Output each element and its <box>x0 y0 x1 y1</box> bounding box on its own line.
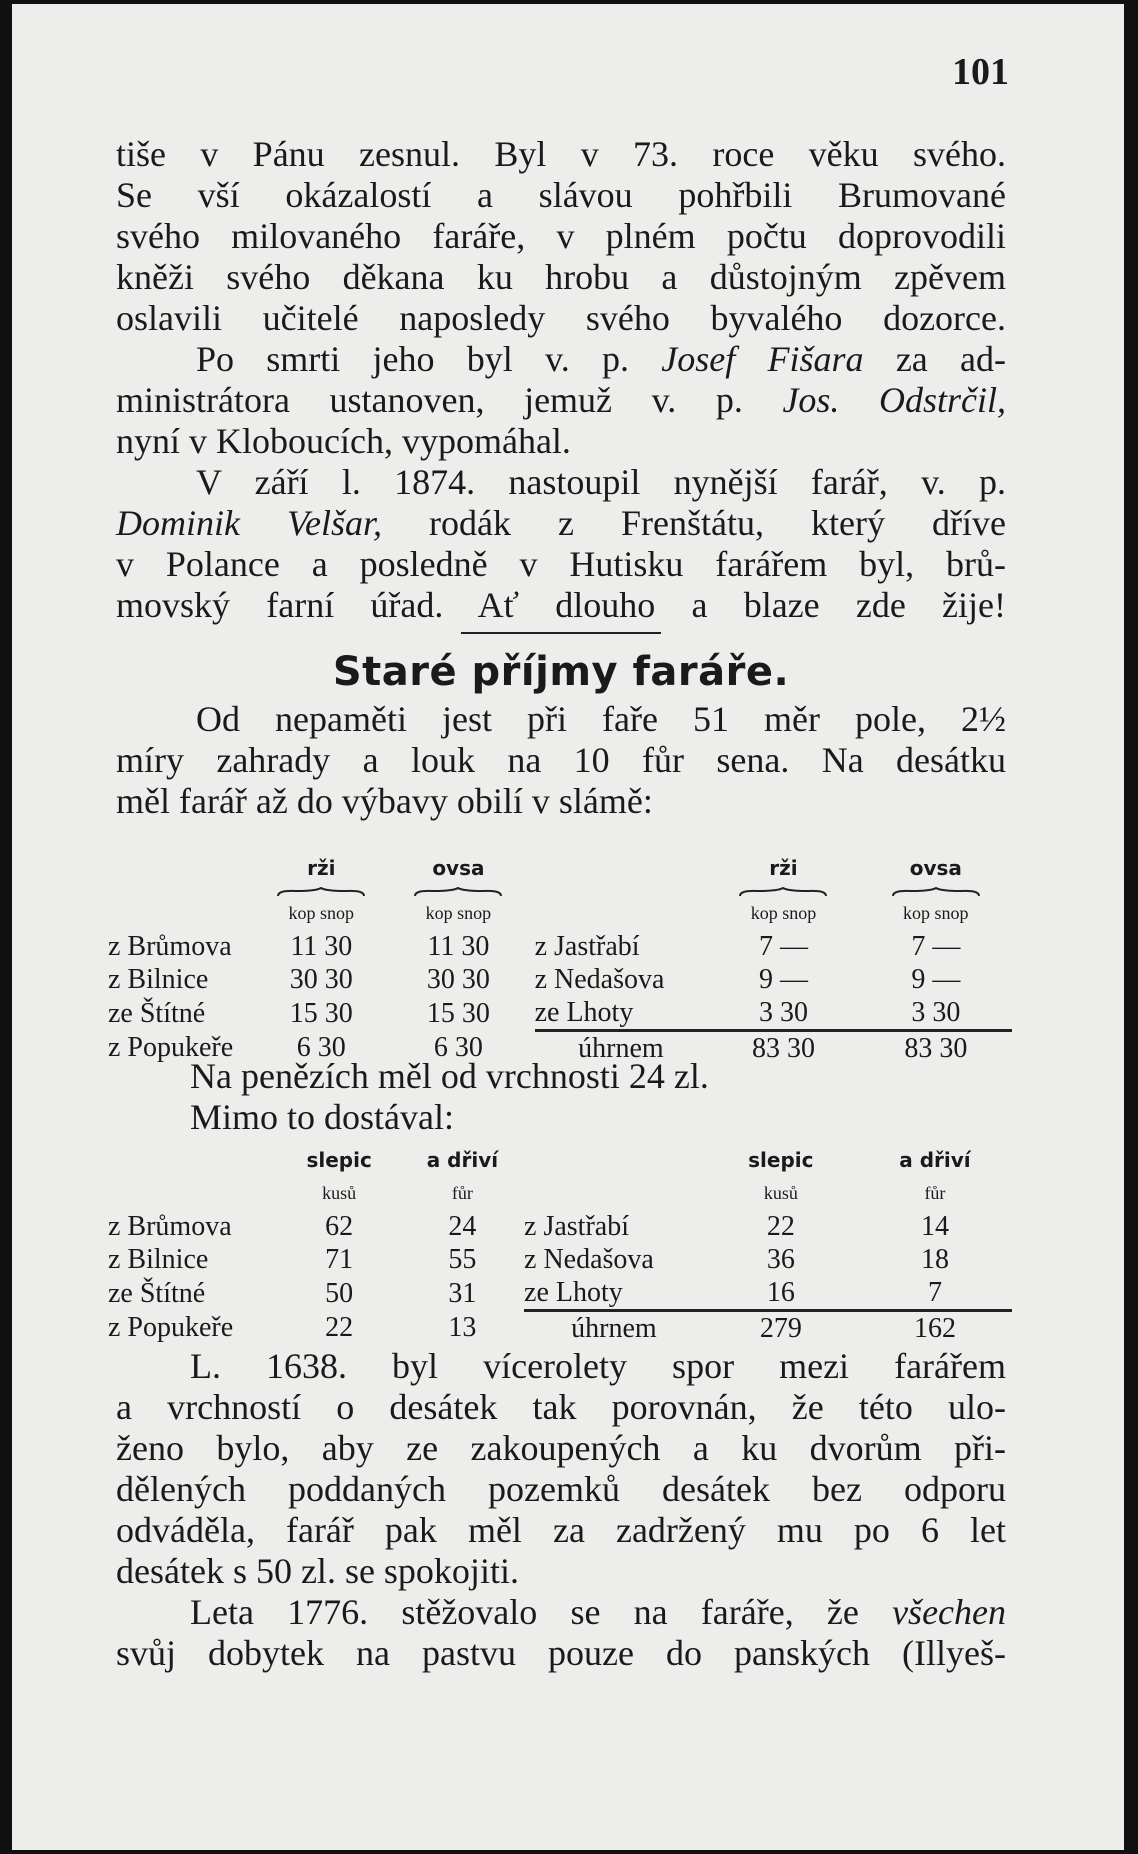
hens-wood-table <box>108 1144 1012 1345</box>
column-header-oats <box>860 852 1012 897</box>
table-cell <box>524 1144 704 1177</box>
table-cell: 30 30 <box>426 964 490 995</box>
table-subheader-row <box>108 897 1012 930</box>
grain-tithe-table <box>108 852 1012 1065</box>
unit-label: fůr <box>451 1183 473 1203</box>
table-cell: 14 <box>920 1211 949 1242</box>
person-name: Josef Fišara <box>661 339 864 379</box>
table-cell: 3 30 <box>911 997 961 1028</box>
table-cell: 50 <box>325 1277 354 1309</box>
header-text: a <box>899 1148 913 1172</box>
total-wood: 162 <box>858 1311 1012 1346</box>
table-cell <box>108 1177 278 1210</box>
table-row <box>108 930 1012 963</box>
text-line: svůj dobytek na pastvu pouze do panských (Illyeš- <box>116 1633 1006 1673</box>
text-line: nyní v Kloboucích, vypomáhal. <box>116 421 571 461</box>
table-cell: 22 <box>766 1211 795 1242</box>
column-header-hens: slepic <box>306 1148 372 1172</box>
table-cell: 16 <box>766 1277 795 1308</box>
table-cell: 31 <box>448 1277 477 1309</box>
total-label: úhrnem <box>535 1031 708 1066</box>
text-line: dělených poddaných pozemků desátek bez odporu <box>116 1469 1006 1509</box>
text-line: tiše v Pánu zesnul. Byl v 73. roce věku svého. <box>116 134 1006 174</box>
table-row <box>108 1243 1012 1276</box>
table-header-row <box>108 1144 1012 1177</box>
table-cell: 7 <box>927 1277 942 1308</box>
text-line: svého milovaného faráře, v plném počtu doprovodili <box>116 216 1006 256</box>
table-cell: 13 <box>448 1312 477 1344</box>
table-header-row <box>108 852 1012 897</box>
table-cell: z Popukeře <box>108 1032 234 1064</box>
column-header-rye <box>260 852 382 897</box>
table-subheader-row <box>108 1177 1012 1210</box>
table-cell <box>535 852 708 897</box>
text-line: míry zahrady a louk na 10 fůr sena. Na desátku <box>116 740 1006 780</box>
table-cell: z Popukeře <box>108 1312 234 1344</box>
column-header-rye <box>707 852 859 897</box>
text-line <box>116 503 1006 544</box>
text-span: Leta 1776. stěžovalo se na faráře, že <box>190 1592 859 1632</box>
text-line: měl farář až do výbavy obilí v slámě: <box>116 781 653 821</box>
text-line: kněži svého děkana ku hrobu a důstojným zpěvem <box>116 257 1006 297</box>
unit-label: kop snop <box>288 903 355 923</box>
table-cell: 62 <box>325 1211 354 1242</box>
table-row <box>108 1276 1012 1311</box>
header-text: ovsa <box>432 856 485 880</box>
table-cell: 24 <box>448 1211 477 1242</box>
unit-label: kop snop <box>425 903 492 923</box>
brace-icon <box>276 887 366 897</box>
header-text: dřiví <box>919 1148 971 1172</box>
text-line: movský farní úřad. Ať dlouho a blaze zde žije! <box>116 585 1006 625</box>
text-line: L. 1638. byl vícerolety spor mezi farářem <box>190 1346 1006 1386</box>
text-line <box>116 380 1006 421</box>
table-cell: 55 <box>448 1244 477 1275</box>
unit-label: kusů <box>322 1183 357 1203</box>
total-label: úhrnem <box>524 1311 704 1346</box>
table-cell <box>108 1144 278 1177</box>
table-row <box>108 1311 1012 1346</box>
text-span: za ad- <box>895 339 1007 379</box>
brace-icon <box>891 887 981 897</box>
heading-rule <box>461 632 661 634</box>
table-row <box>108 963 1012 996</box>
table-cell: 15 30 <box>289 997 353 1029</box>
table-cell: 71 <box>325 1244 354 1275</box>
header-text: dřiví <box>447 1148 499 1172</box>
table-cell: ze Štítné <box>108 1277 206 1309</box>
table-cell: 9 — <box>758 964 808 995</box>
upper-text-block <box>116 134 1006 822</box>
text-line: odváděla, farář pak měl za zadržený mu po 6 let <box>116 1510 1006 1550</box>
text-line: Od nepaměti jest při faře 51 měr pole, 2½ <box>196 699 1006 739</box>
total-hens: 279 <box>704 1311 858 1346</box>
unit-label: fůr <box>924 1183 946 1203</box>
unit-label: kop snop <box>750 903 817 923</box>
text-line <box>116 339 1006 380</box>
text-line: a vrchností o desátek tak porovnán, že této ulo- <box>116 1387 1006 1427</box>
book-page <box>12 4 1124 1850</box>
table-cell: 22 <box>325 1312 354 1344</box>
header-text: rži <box>769 856 798 880</box>
page-number: 101 <box>952 51 1009 93</box>
text-line: V září l. 1874. nastoupil nynější farář, v. p. <box>196 462 1006 502</box>
text-line: Na penězích měl od vrchnosti 24 zl. <box>190 1056 709 1096</box>
table-cell: z Jastřabí <box>524 1211 629 1242</box>
table-cell: 6 30 <box>433 1032 483 1064</box>
table-cell: 36 <box>766 1244 795 1275</box>
text-span: rodák z Frenštátu, který dříve <box>429 503 1006 543</box>
table-cell: 15 30 <box>426 997 490 1029</box>
table-cell: 30 30 <box>289 964 353 995</box>
table-cell: z Nedašova <box>524 1244 654 1275</box>
table-cell: ze Štítné <box>108 997 206 1029</box>
column-header-wood <box>401 1144 524 1177</box>
table-cell: 18 <box>920 1244 949 1275</box>
column-header-oats <box>382 852 534 897</box>
table-cell: z Brůmova <box>108 931 232 962</box>
text-line: Mimo to dostával: <box>190 1097 454 1137</box>
total-rye: 83 30 <box>707 1031 859 1066</box>
column-header-wood <box>858 1144 1012 1177</box>
table-cell <box>524 1177 704 1210</box>
unit-label: kop snop <box>903 903 969 923</box>
table-cell: 11 30 <box>427 931 490 962</box>
table-row <box>108 996 1012 1031</box>
text-line: ženo bylo, aby ze zakoupených a ku dvorům při- <box>116 1428 1006 1468</box>
text-line: oslavili učitelé naposledy svého byvalého dozorce. <box>116 298 1006 338</box>
column-header-hens: slepic <box>748 1148 814 1172</box>
money-text <box>116 1056 1006 1138</box>
header-text: rži <box>307 856 336 880</box>
text-span: ministrátora ustanoven, jemuž v. p. <box>116 380 743 420</box>
table-cell <box>108 852 260 897</box>
text-span: Po smrti jeho byl v. p. <box>196 339 630 379</box>
table-cell: ze Lhoty <box>524 1277 623 1308</box>
table-cell <box>535 897 708 930</box>
text-line: desátek s 50 zl. se spokojiti. <box>116 1551 519 1591</box>
header-text: a <box>426 1148 441 1172</box>
emphasis-text: všechen <box>892 1592 1007 1632</box>
brace-icon <box>413 887 503 897</box>
table-cell: 3 30 <box>758 997 808 1028</box>
table-cell: 6 30 <box>296 1032 346 1064</box>
text-line <box>116 1592 1006 1633</box>
table-cell: ze Lhoty <box>534 997 634 1028</box>
section-heading: Staré příjmy faráře. <box>332 649 790 695</box>
table-cell: z Bilnice <box>108 1244 209 1275</box>
table-cell: z Bilnice <box>108 964 209 995</box>
table-cell: 9 — <box>911 964 961 995</box>
person-name: Dominik Velšar, <box>116 503 383 543</box>
brace-icon <box>738 887 828 897</box>
table-cell: z Brůmova <box>108 1211 232 1242</box>
table-row <box>108 1210 1012 1243</box>
header-text: ovsa <box>909 856 962 880</box>
table-cell: 11 30 <box>290 931 353 962</box>
table-cell: z Nedašova <box>534 964 665 995</box>
unit-label: kusů <box>763 1183 798 1203</box>
person-name: Jos. Odstrčil, <box>782 380 1007 420</box>
table-cell: z Jastřabí <box>534 931 640 962</box>
table-cell <box>108 897 260 930</box>
table-cell: 7 — <box>911 931 961 962</box>
total-oats: 83 30 <box>860 1031 1012 1066</box>
lower-text-block <box>116 1346 1006 1674</box>
text-line: v Polance a posledně v Hutisku farářem byl, brů- <box>116 544 1006 584</box>
table-cell: 7 — <box>758 931 808 962</box>
text-line: Se vší okázalostí a slávou pohřbili Brumované <box>116 175 1006 215</box>
